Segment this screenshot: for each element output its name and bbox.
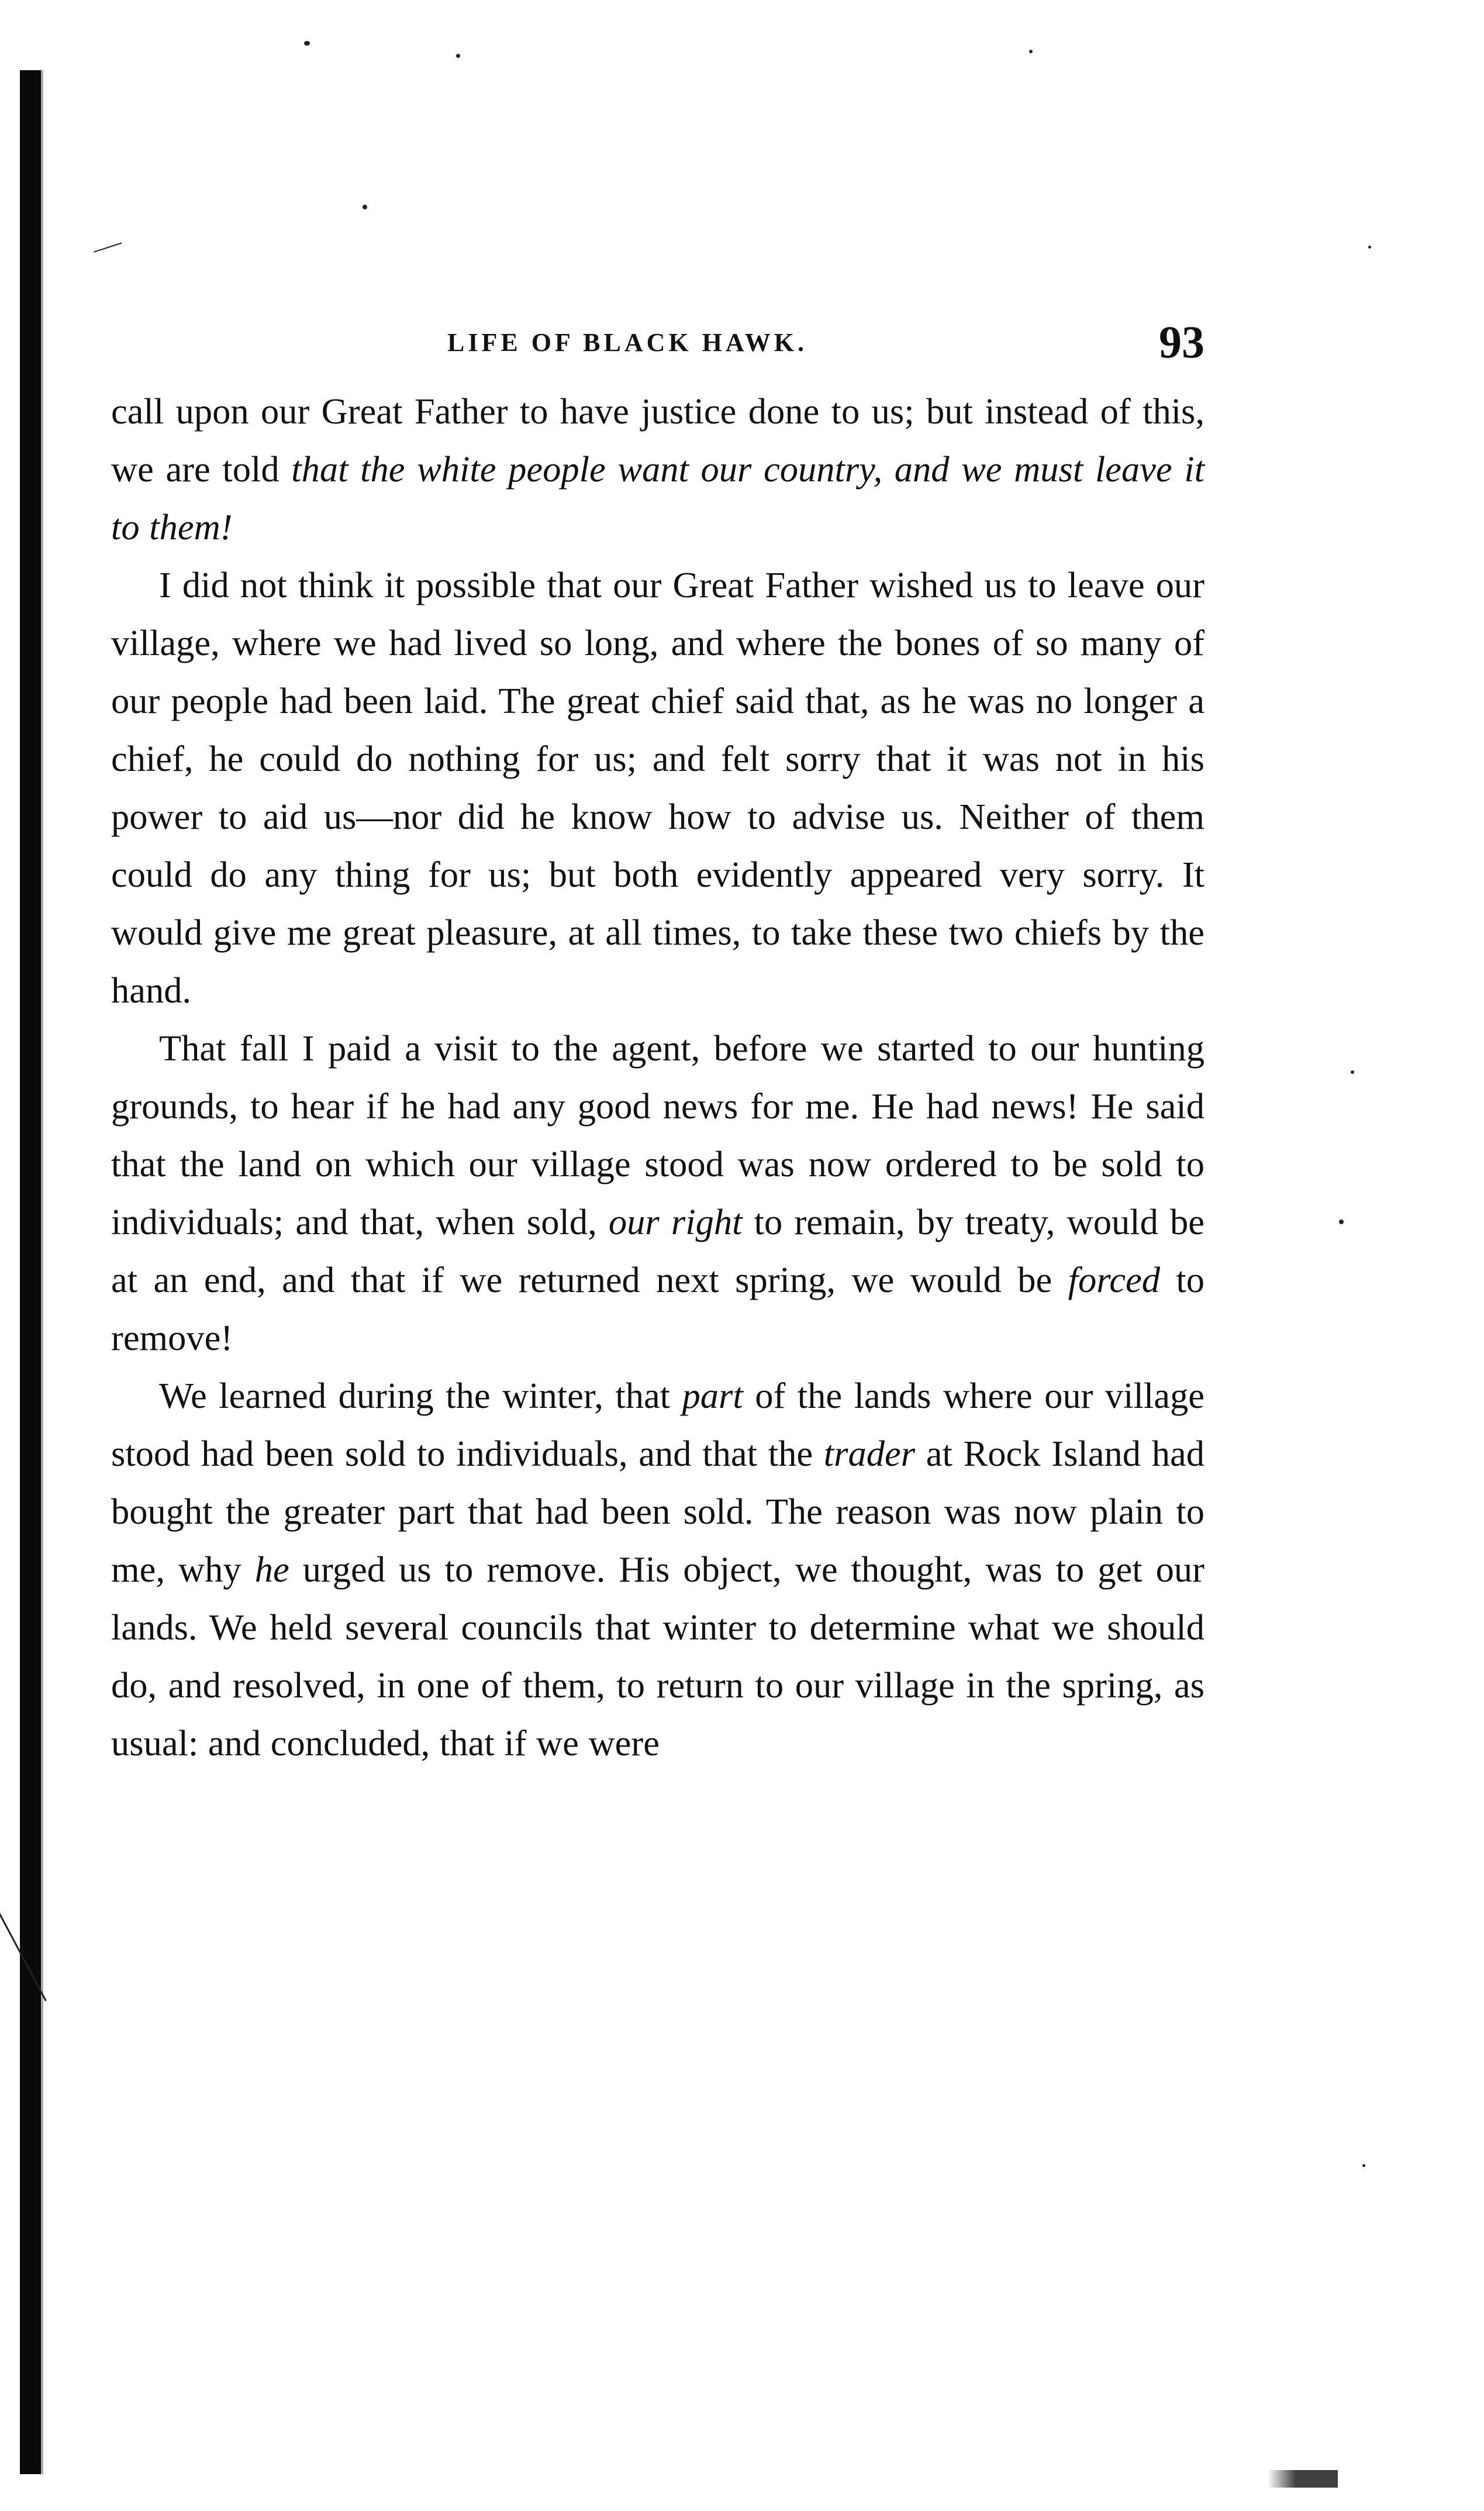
italic-text-run: part	[682, 1375, 743, 1416]
book-page	[111, 316, 1205, 1772]
page-number: 93	[1159, 316, 1205, 367]
text-run: call upon our Great Father to have justice done to us; but instead of this, we are told	[111, 391, 1205, 490]
text-run: of the lands where our village stood had been sold to individuals, and that the	[111, 1375, 1205, 1474]
text-run: to remain, by treaty, would be at an end, and that if we returned next spring, we would be	[111, 1201, 1205, 1300]
scan-stroke	[94, 243, 122, 253]
scan-speck	[1362, 2164, 1365, 2167]
italic-text-run: trader	[823, 1433, 916, 1474]
running-title: LIFE OF BLACK HAWK.	[447, 328, 807, 357]
scan-speck	[1339, 1220, 1344, 1224]
binding-shadow	[41, 70, 43, 2474]
italic-text-run: our right	[608, 1201, 743, 1242]
text-run: I did not think it possible that our Great Father wished us to leave our village, where we had lived so long, and where the bones of so many of our people had been laid. The great chief said that, as he was no longer a chief, he could do nothing for us; and felt sorry that it was not in his power to aid us—nor did he know how to advise us. Neither of them could do any thing for us; but both evidently appeared very sorry. It would give me great pleasure, at all times, to take these two chiefs by the hand.	[111, 564, 1205, 1011]
binding-edge	[20, 70, 41, 2474]
scan-speck	[456, 54, 460, 58]
text-run: to remove!	[111, 1259, 1205, 1358]
paragraph	[111, 556, 1205, 1019]
scan-speck	[1029, 50, 1033, 53]
italic-text-run: forced	[1068, 1259, 1160, 1300]
scan-speck	[363, 205, 367, 209]
body-text	[111, 383, 1205, 1772]
text-run: That fall I paid a visit to the agent, before we started to our hunting grounds, to hear if he had any good news for me. He had news! He said that the land on which our village stood was now ordered to be sold to individuals; and that, when sold,	[111, 1028, 1205, 1242]
scan-speck	[1368, 246, 1371, 249]
scan-speck	[1351, 1070, 1354, 1074]
paragraph	[111, 383, 1205, 556]
italic-text-run: that the white people want our country, and we must leave it to them!	[111, 449, 1205, 547]
paragraph	[111, 1019, 1205, 1367]
page-header	[111, 316, 1205, 380]
scan-speck	[304, 41, 310, 46]
italic-text-run: he	[254, 1549, 289, 1590]
text-run: We learned during the winter, that	[159, 1375, 682, 1416]
scan-corner-mark	[1268, 2470, 1338, 2488]
text-run: at Rock Island had bought the greater part that had been sold. The reason was now plain to me, why	[111, 1433, 1205, 1590]
text-run: urged us to remove. His object, we thought, was to get our lands. We held several councils that winter to determine what we should do, and resolved, in one of them, to return to our village in the spring, as usual: and concluded, that if we were	[111, 1549, 1205, 1763]
paragraph	[111, 1367, 1205, 1772]
